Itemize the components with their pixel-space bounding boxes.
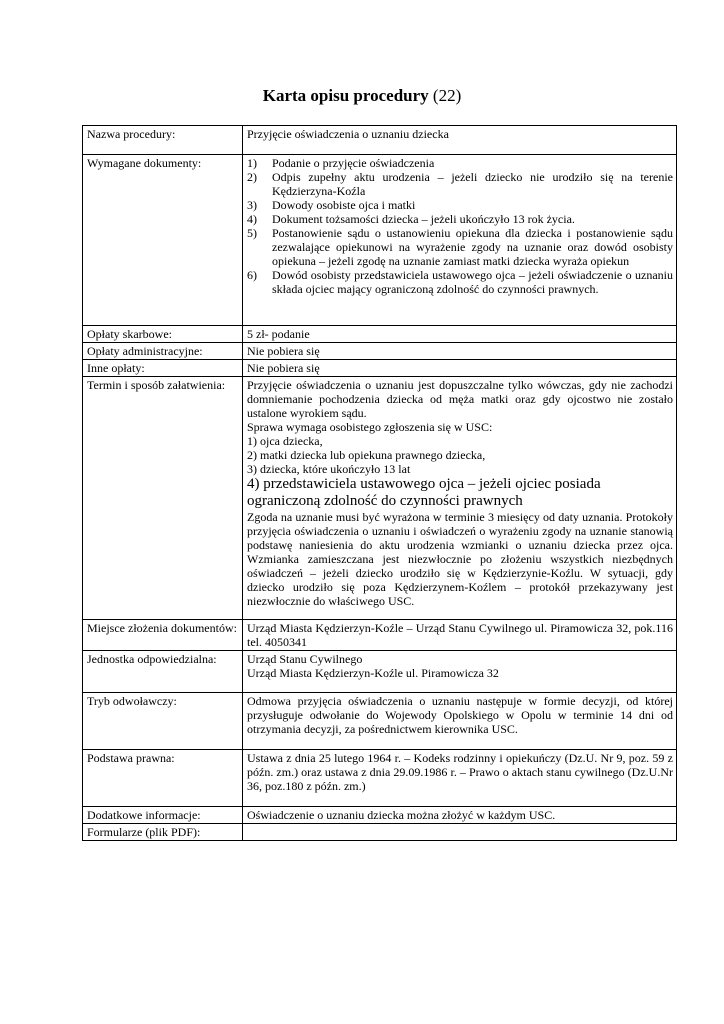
documents-list	[247, 156, 673, 296]
list-item: 3) Dowody osobiste ojca i matki	[247, 198, 416, 212]
value-inne: Nie pobiera się	[243, 360, 677, 377]
termin-paragraph: Sprawa wymaga osobistego zgłoszenia się w USC:	[247, 420, 493, 434]
termin-paragraph: Zgoda na uznanie musi być wyrażona w terminie 3 miesięcy od daty uznania. Protokoły przyjęcia oświadczenia o uznaniu i oświadczeń o wyrażeniu zgody na uznanie stanowią podstawę naniesienia do aktu urodzenia wzmianki o uznaniu dziecka przez ojca. Wzmianka zamieszczana jest niezwłocznie po złożeniu wszystkich niezbędnych oświadczeń – jeżeli dziecko urodziło się w Kędzierzynie-Koźlu. W sytuacji, gdy dziecko urodziło się poza Kędzierzynem-Koźlem – protokół przekazywany jest niezwłocznie do właściwego USC.	[247, 510, 673, 608]
value-podstawa: Ustawa z dnia 25 lutego 1964 r. – Kodeks rodzinny i opiekuńczy (Dz.U. Nr 9, poz. 59 z późn. zm.) oraz ustawa z dnia 29.09.1986 r. – Prawo o aktach stanu cywilnego (Dz.U.Nr 36, poz.180 z późn. zm.)	[243, 750, 677, 807]
value-termin	[243, 377, 677, 620]
row-inne	[83, 360, 677, 377]
list-item: 2) Odpis zupełny aktu urodzenia – jeżeli dziecko nie urodziło się na terenie Kędzierzyna-Koźla	[247, 170, 673, 198]
procedure-table	[82, 125, 677, 841]
termin-list-item-large: 4) przedstawiciela ustawowego ojca – jeżeli ojciec posiada ograniczoną zdolność do czynności prawnych	[247, 476, 601, 509]
row-miejsce	[83, 620, 677, 651]
label-wymagane: Wymagane dokumenty:	[83, 155, 243, 326]
value-skarbowe: 5 zł- podanie	[243, 326, 677, 343]
label-skarbowe: Opłaty skarbowe:	[83, 326, 243, 343]
row-nazwa	[83, 126, 677, 155]
value-jednostka	[243, 651, 677, 693]
jednostka-line: Urząd Miasta Kędzierzyn-Koźle ul. Piramowicza 32	[247, 666, 499, 680]
label-formularze: Formularze (plik PDF):	[83, 824, 243, 841]
label-inne: Inne opłaty:	[83, 360, 243, 377]
title-main: Karta opisu procedury	[262, 86, 429, 105]
row-administracyjne	[83, 343, 677, 360]
row-tryb	[83, 693, 677, 750]
label-jednostka: Jednostka odpowiedzialna:	[83, 651, 243, 693]
label-administracyjne: Opłaty administracyjne:	[83, 343, 243, 360]
row-termin	[83, 377, 677, 620]
label-podstawa: Podstawa prawna:	[83, 750, 243, 807]
termin-list-item: 2) matki dziecka lub opiekuna prawnego dziecka,	[247, 448, 486, 462]
label-nazwa: Nazwa procedury:	[83, 126, 243, 155]
list-item: 4) Dokument tożsamości dziecka – jeżeli ukończyło 13 rok życia.	[247, 212, 575, 226]
termin-list-item: 3) dziecka, które ukończyło 13 lat	[247, 462, 411, 476]
label-tryb: Tryb odwoławczy:	[83, 693, 243, 750]
list-item: 1) Podanie o przyjęcie oświadczenia	[247, 156, 435, 170]
label-dodatkowe: Dodatkowe informacje:	[83, 807, 243, 824]
value-tryb: Odmowa przyjęcia oświadczenia o uznaniu następuje w formie decyzji, od której przysługuje odwołanie do Wojewody Opolskiego w Opolu w terminie 14 dni od otrzymania decyzji, za pośrednictwem kierownika USC.	[243, 693, 677, 750]
termin-list-item: 1) ojca dziecka,	[247, 434, 323, 448]
value-miejsce: Urząd Miasta Kędzierzyn-Koźle – Urząd Stanu Cywilnego ul. Piramowicza 32, pok.116 tel. 4050341	[243, 620, 677, 651]
jednostka-line: Urząd Stanu Cywilnego	[247, 652, 363, 666]
row-dodatkowe	[83, 807, 677, 824]
label-miejsce: Miejsce złożenia dokumentów:	[83, 620, 243, 651]
row-jednostka	[83, 651, 677, 693]
label-termin: Termin i sposób załatwienia:	[83, 377, 243, 620]
termin-paragraph: Przyjęcie oświadczenia o uznaniu jest dopuszczalne tylko wówczas, gdy nie zachodzi domniemanie pochodzenia dziecka od męża matki oraz gdy ojcostwo nie zostało ustalone wyrokiem sądu.	[247, 378, 673, 420]
list-item: 5) Postanowienie sądu o ustanowieniu opiekuna dla dziecka i postanowienie sądu zezwalające opiekunowi na wyrażenie zgody na uznanie oraz dowód osobisty opiekuna – jeżeli zgodę na uznanie zamiast matki dziecka wyraża opiekun	[247, 226, 673, 268]
row-formularze	[83, 824, 677, 841]
value-wymagane	[243, 155, 677, 326]
value-formularze	[243, 824, 677, 841]
row-wymagane	[83, 155, 677, 326]
document-title	[0, 86, 724, 106]
title-number: (22)	[432, 86, 462, 105]
value-dodatkowe: Oświadczenie o uznaniu dziecka można złożyć w każdym USC.	[243, 807, 677, 824]
value-nazwa: Przyjęcie oświadczenia o uznaniu dziecka	[243, 126, 677, 155]
row-podstawa	[83, 750, 677, 807]
list-item: 6) Dowód osobisty przedstawiciela ustawowego ojca – jeżeli oświadczenie o uznaniu składa ojciec mający ograniczoną zdolność do czynności prawnych.	[247, 268, 673, 296]
row-skarbowe	[83, 326, 677, 343]
value-administracyjne: Nie pobiera się	[243, 343, 677, 360]
